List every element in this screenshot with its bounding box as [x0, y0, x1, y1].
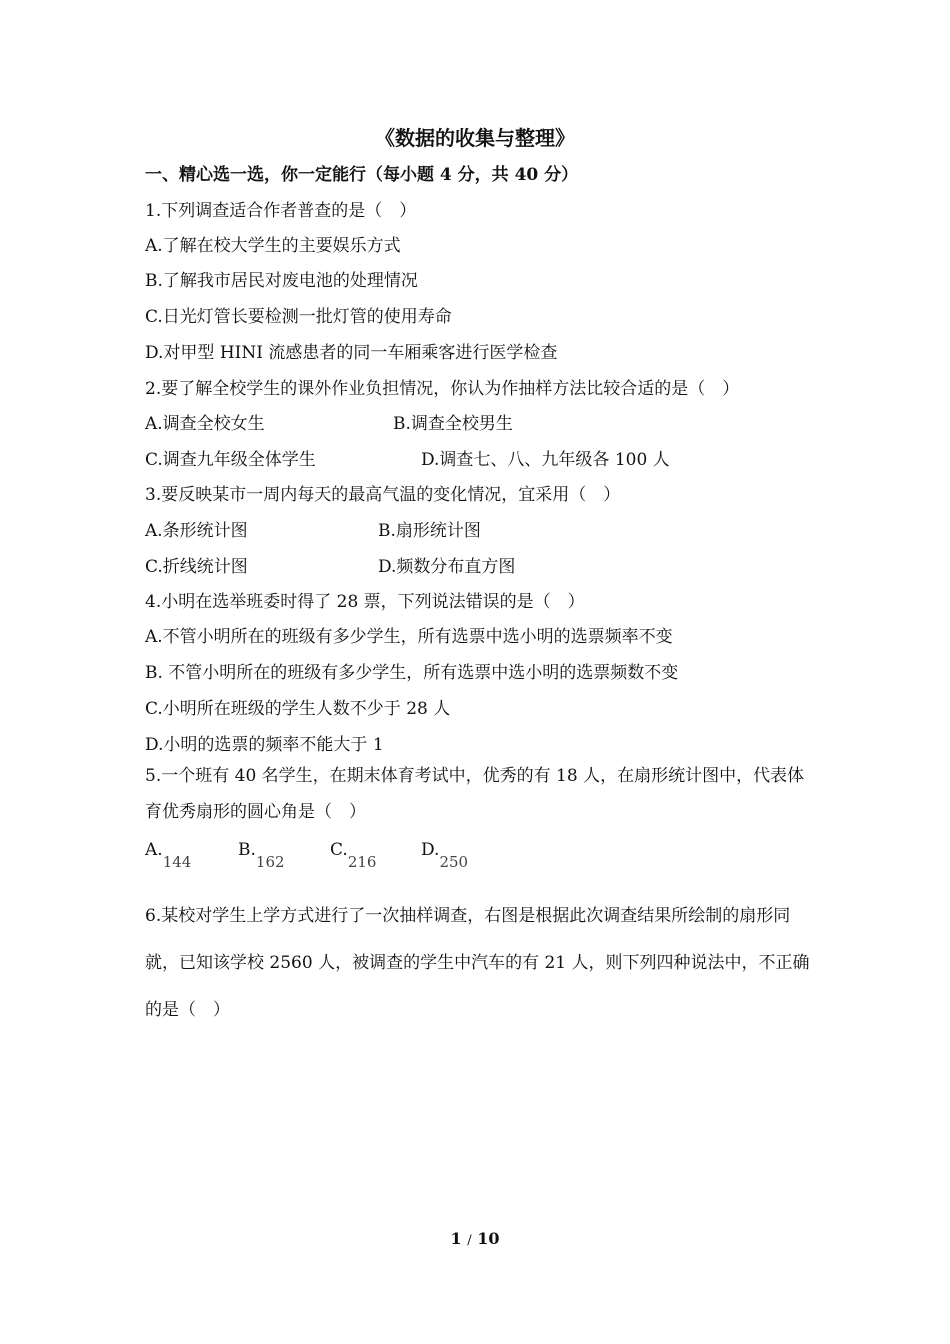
question-5-option-a: [145, 840, 192, 871]
option-label: B.: [238, 840, 256, 860]
question-1-option-c: C.日光灯管长要检测一批灯管的使用寿命: [145, 307, 452, 327]
total-pages: 10: [477, 1229, 500, 1248]
section-heading: 一、精心选一选，你一定能行（每小题 4 分，共 40 分）: [145, 165, 579, 185]
question-1-option-b: B.了解我市居民对废电池的处理情况: [145, 271, 418, 291]
angle-value: 144: [162, 853, 192, 871]
document-title: 《数据的收集与整理》: [375, 126, 575, 150]
question-4-stem: 4.小明在选举班委时得了 28 票，下列说法错误的是（ ）: [145, 592, 585, 612]
angle-value: 216: [347, 853, 377, 871]
question-5-option-b: [238, 840, 285, 871]
question-2-option-c: C.调查九年级全体学生: [145, 450, 316, 470]
question-3-option-a: A.条形统计图: [145, 521, 248, 541]
question-4-option-c: C.小明所在班级的学生人数不少于 28 人: [145, 699, 451, 719]
question-1-option-d: D.对甲型 HINI 流感患者的同一车厢乘客进行医学检查: [145, 343, 558, 363]
angle-value: 250: [439, 853, 469, 871]
question-5-option-d: [421, 840, 469, 871]
question-4-option-d: D.小明的选票的频率不能大于 1: [145, 735, 384, 755]
option-label: C.: [330, 840, 348, 860]
question-3-option-b: B.扇形统计图: [378, 521, 481, 541]
current-page: 1: [450, 1229, 462, 1248]
page-number: [0, 1229, 950, 1248]
question-3-option-c: C.折线统计图: [145, 557, 248, 577]
question-1-option-a: A.了解在校大学生的主要娱乐方式: [145, 236, 401, 256]
question-3-option-d: D.频数分布直方图: [378, 557, 516, 577]
option-label: A.: [145, 840, 163, 860]
question-4-option-a: A.不管小明所在的班级有多少学生，所有选票中选小明的选票频率不变: [145, 627, 673, 647]
question-1-stem: 1.下列调查适合作者普查的是（ ）: [145, 201, 417, 221]
question-4-option-b: B. 不管小明所在的班级有多少学生，所有选票中选小明的选票频数不变: [145, 663, 679, 683]
question-2-option-d: D.调查七、八、九年级各 100 人: [421, 450, 670, 470]
question-3-stem: 3.要反映某市一周内每天的最高气温的变化情况，宜采用（ ）: [145, 485, 621, 505]
question-2-option-a: A.调查全校女生: [145, 414, 265, 434]
question-6-stem: 6.某校对学生上学方式进行了一次抽样调查，右图是根据此次调查结果所绘制的扇形同就，已知该学校 2560 人，被调查的学生中汽车的有 21 人，则下列四种说法中，不正确的是（ ）: [145, 906, 810, 1020]
page-separator: /: [467, 1233, 472, 1248]
question-2-option-b: B.调查全校男生: [393, 414, 513, 434]
question-5-options: [145, 840, 545, 880]
question-5-option-c: [330, 840, 377, 871]
question-2-stem: 2.要了解全校学生的课外作业负担情况，你认为作抽样方法比较合适的是（ ）: [145, 379, 740, 399]
option-label: D.: [421, 840, 440, 860]
angle-value: 162: [255, 853, 285, 871]
question-5-stem: 5.一个班有 40 名学生，在期末体育考试中，优秀的有 18 人，在扇形统计图中，代表体育优秀扇形的圆心角是（ ）: [145, 766, 805, 822]
